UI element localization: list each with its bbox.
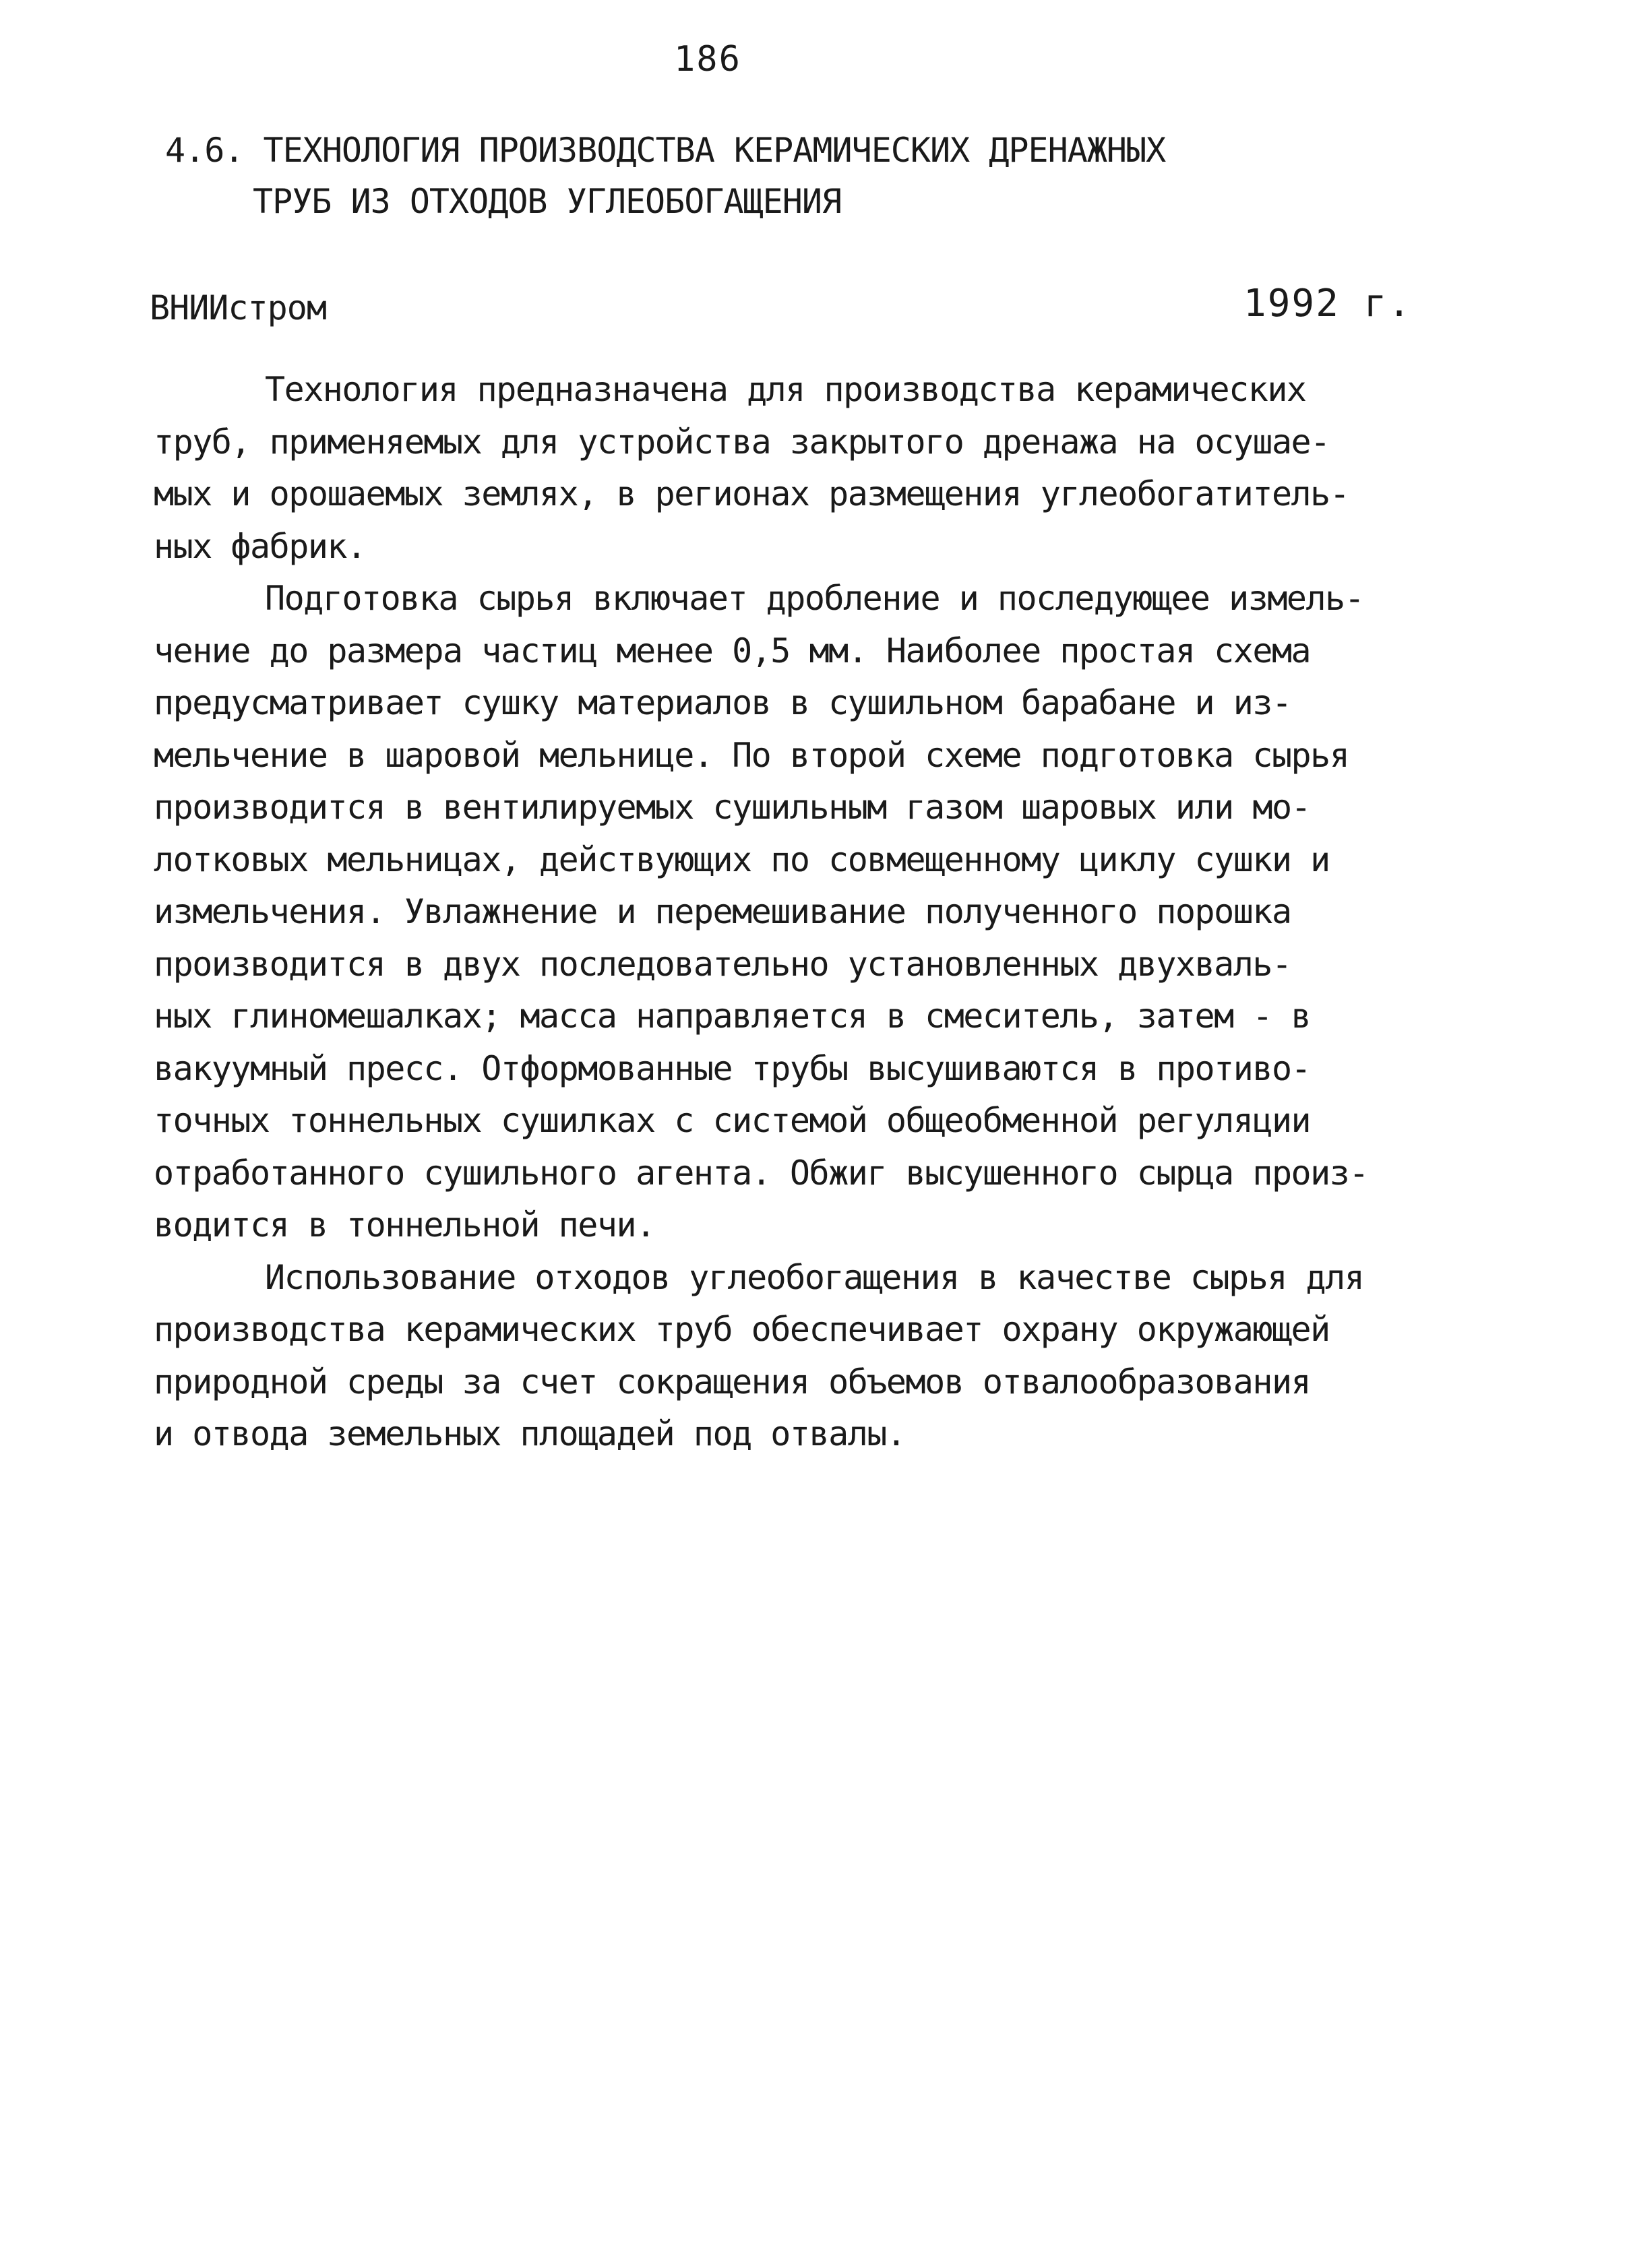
- organization-name: ВНИИстром: [150, 288, 326, 327]
- body-line: чение до размера частиц менее 0,5 мм. Наиболее простая схема: [154, 631, 1311, 670]
- body-line: Технология предназначена для производства керамических: [265, 370, 1306, 409]
- body-line: производства керамических труб обеспечивает охрану окружающей: [154, 1310, 1330, 1349]
- body-line: труб, применяемых для устройства закрытого дренажа на осушае-: [154, 422, 1330, 462]
- body-line: мельчение в шаровой мельнице. По второй схеме подготовка сырья: [154, 735, 1349, 775]
- publication-year: 1992 г.: [1243, 282, 1413, 325]
- page-number: 186: [674, 39, 741, 80]
- section-heading: [165, 125, 1165, 227]
- body-line: водится в тоннельной печи.: [154, 1205, 655, 1245]
- body-line: предусматривает сушку материалов в сушильном барабане и из-: [154, 683, 1291, 722]
- body-line: измельчения. Увлажнение и перемешивание полученного порошка: [154, 892, 1291, 931]
- body-line: вакуумный пресс. Отформованные трубы высушиваются в противо-: [154, 1048, 1311, 1088]
- heading-line-2: ТРУБ ИЗ ОТХОДОВ УГЛЕОБОГАЩЕНИЯ: [253, 182, 842, 221]
- body-line: мых и орошаемых землях, в регионах размещения углеобогатитель-: [154, 474, 1349, 513]
- body-line: природной среды за счет сокращения объемов отвалообразования: [154, 1362, 1311, 1401]
- body-line: производится в вентилируемых сушильным газом шаровых или мо-: [154, 788, 1311, 827]
- body-line: Использование отходов углеобогащения в качестве сырья для: [265, 1257, 1364, 1297]
- body-line: ных глиномешалках; масса направляется в смеситель, затем - в: [154, 997, 1311, 1036]
- body-line: ных фабрик.: [154, 526, 366, 566]
- heading-line-1: 4.6. ТЕХНОЛОГИЯ ПРОИЗВОДСТВА КЕРАМИЧЕСКИХ ДРЕНАЖНЫХ: [165, 131, 1166, 170]
- body-line: отработанного сушильного агента. Обжиг высушенного сырца произ-: [154, 1153, 1368, 1193]
- body-line: и отвода земельных площадей под отвалы.: [154, 1414, 906, 1453]
- body-text: [154, 364, 1495, 1461]
- body-line: лотковых мельницах, действующих по совмещенному циклу сушки и: [154, 840, 1330, 879]
- body-line: производится в двух последовательно установленных двухваль-: [154, 944, 1291, 984]
- body-line: точных тоннельных сушилках с системой общеобменной регуляции: [154, 1101, 1311, 1140]
- body-line: Подготовка сырья включает дробление и последующее измель-: [265, 579, 1364, 618]
